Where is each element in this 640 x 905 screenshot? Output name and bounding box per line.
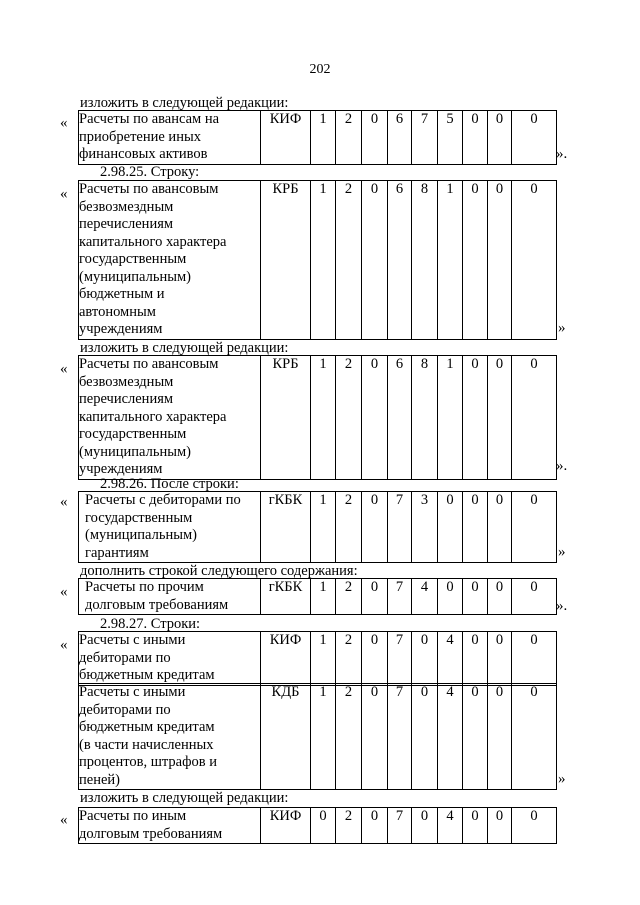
ledger-row-4	[78, 491, 557, 563]
account-digit: 0	[512, 492, 557, 563]
account-digit: 0	[463, 579, 488, 615]
edit-instruction-1: изложить в следующей редакции:	[80, 95, 289, 111]
description-line: автономным	[79, 303, 156, 320]
description-line: бюджетным и	[79, 286, 165, 302]
description-line: дебиторами по	[79, 701, 171, 718]
ledger-row-2	[78, 180, 557, 340]
description-line: Расчеты по авансовым	[79, 356, 219, 372]
description-line: государственным	[79, 426, 187, 442]
description-line: Расчеты с дебиторами по	[85, 492, 241, 508]
ledger-row-3	[78, 355, 557, 480]
account-digit: 0	[362, 356, 388, 480]
account-digit: 2	[336, 632, 362, 686]
open-quote: «	[60, 637, 68, 653]
open-quote: «	[60, 361, 68, 377]
description-line: Расчеты по авансам на	[79, 111, 220, 127]
account-digit: 0	[463, 632, 488, 686]
description-line: безвозмездным	[79, 198, 174, 215]
account-digit: 5	[438, 111, 463, 165]
account-digit: 7	[388, 684, 412, 790]
account-digit: 0	[412, 808, 438, 844]
account-digit: 0	[362, 579, 388, 615]
description-line: долговым требованиям	[79, 825, 223, 842]
account-digit: 0	[512, 684, 557, 790]
account-digit: 0	[488, 808, 512, 844]
account-digit: 2	[336, 579, 362, 615]
account-code: КРБ	[261, 181, 311, 340]
item-2-98-25: 2.98.25. Строку:	[100, 164, 200, 180]
account-description	[79, 684, 261, 790]
close-quote: ».	[556, 146, 568, 162]
close-quote: ».	[556, 598, 568, 614]
description-line: Расчеты с иными	[79, 684, 186, 700]
account-digit: 0	[362, 632, 388, 686]
page-number: 202	[309, 62, 331, 77]
account-code: КИФ	[261, 632, 311, 686]
table-row	[79, 356, 557, 480]
add-instruction: дополнить строкой следующего содержания:	[80, 563, 358, 579]
account-digit: 8	[412, 356, 438, 480]
open-quote: «	[60, 584, 68, 600]
account-code: гКБК	[261, 579, 311, 615]
account-code: гКБК	[261, 492, 311, 563]
account-digit: 0	[438, 492, 463, 563]
account-digit: 3	[412, 492, 438, 563]
table-row	[79, 111, 557, 165]
account-digit: 0	[488, 111, 512, 165]
account-code: КИФ	[261, 808, 311, 844]
description-line: (муниципальным)	[79, 443, 191, 460]
account-digit: 1	[438, 356, 463, 480]
description-line: перечислениям	[79, 216, 174, 232]
account-digit: 7	[388, 808, 412, 844]
description-line: капитального характера	[79, 233, 227, 250]
table-row	[79, 492, 557, 563]
account-digit: 0	[512, 808, 557, 844]
account-digit: 0	[488, 356, 512, 480]
account-digit: 2	[336, 684, 362, 790]
description-line: учреждениям	[79, 461, 163, 477]
account-digit: 0	[488, 492, 512, 563]
edit-instruction-2: изложить в следующей редакции:	[80, 340, 289, 356]
account-description	[79, 492, 261, 563]
close-quote: ».	[556, 458, 568, 474]
account-code: КДБ	[261, 684, 311, 790]
account-digit: 0	[362, 808, 388, 844]
account-digit: 0	[488, 684, 512, 790]
account-digit: 2	[336, 492, 362, 563]
account-digit: 0	[463, 181, 488, 340]
account-digit: 0	[438, 579, 463, 615]
description-line: приобретение иных	[79, 128, 201, 145]
account-digit: 2	[336, 181, 362, 340]
account-digit: 0	[488, 181, 512, 340]
account-digit: 6	[388, 181, 412, 340]
account-description	[79, 579, 261, 615]
description-line: Расчеты по прочим	[85, 579, 204, 595]
account-description	[79, 181, 261, 340]
account-digit: 7	[412, 111, 438, 165]
account-digit: 2	[336, 808, 362, 844]
ledger-row-8	[78, 807, 557, 844]
description-line: бюджетным кредитам	[79, 667, 215, 683]
description-line: государственным	[79, 251, 187, 267]
ledger-row-7	[78, 683, 557, 790]
ledger-row-1	[78, 110, 557, 165]
account-digit: 7	[388, 579, 412, 615]
description-line: (в части начисленных	[79, 736, 214, 753]
account-digit: 6	[388, 111, 412, 165]
description-line: перечислениям	[79, 391, 174, 407]
account-digit: 7	[388, 632, 412, 686]
table-row	[79, 684, 557, 790]
account-digit: 1	[438, 181, 463, 340]
open-quote: «	[60, 812, 68, 828]
account-digit: 1	[311, 181, 336, 340]
account-code: КИФ	[261, 111, 311, 165]
account-digit: 4	[438, 632, 463, 686]
ledger-row-6	[78, 631, 557, 686]
account-digit: 4	[438, 684, 463, 790]
description-line: (муниципальным)	[79, 268, 191, 285]
account-digit: 4	[438, 808, 463, 844]
account-digit: 0	[488, 632, 512, 686]
description-line: учреждениям	[79, 321, 163, 337]
account-digit: 0	[512, 356, 557, 480]
account-digit: 6	[388, 356, 412, 480]
close-quote: »	[558, 771, 566, 787]
account-digit: 2	[336, 111, 362, 165]
account-digit: 1	[311, 356, 336, 480]
description-line: процентов, штрафов и	[79, 754, 217, 770]
account-digit: 0	[512, 579, 557, 615]
account-digit: 8	[412, 181, 438, 340]
description-line: безвозмездным	[79, 373, 174, 390]
close-quote: »	[558, 320, 566, 336]
description-line: дебиторами по	[79, 649, 171, 666]
description-line: финансовых активов	[79, 146, 208, 162]
account-digit: 0	[512, 111, 557, 165]
description-line: долговым требованиям	[85, 596, 229, 613]
account-digit: 0	[362, 492, 388, 563]
account-code: КРБ	[261, 356, 311, 480]
account-digit: 7	[388, 492, 412, 563]
account-description	[79, 632, 261, 686]
item-2-98-27: 2.98.27. Строки:	[100, 616, 201, 632]
open-quote: «	[60, 186, 68, 202]
table-row	[79, 632, 557, 686]
description-line: гарантиям	[85, 544, 149, 561]
account-digit: 0	[463, 684, 488, 790]
account-digit: 0	[512, 632, 557, 686]
account-digit: 1	[311, 492, 336, 563]
account-digit: 4	[412, 579, 438, 615]
table-row	[79, 808, 557, 844]
description-line: Расчеты по авансовым	[79, 181, 219, 197]
account-digit: 0	[362, 111, 388, 165]
account-digit: 0	[463, 808, 488, 844]
account-digit: 0	[488, 579, 512, 615]
open-quote: «	[60, 494, 68, 510]
account-digit: 2	[336, 356, 362, 480]
account-digit: 1	[311, 632, 336, 686]
account-digit: 0	[412, 684, 438, 790]
description-line: (муниципальным)	[85, 527, 197, 543]
account-digit: 0	[311, 808, 336, 844]
open-quote: «	[60, 115, 68, 131]
description-line: пеней)	[79, 771, 120, 788]
account-description	[79, 111, 261, 165]
account-digit: 0	[463, 111, 488, 165]
close-quote: »	[558, 544, 566, 560]
account-digit: 1	[311, 111, 336, 165]
account-description	[79, 808, 261, 844]
item-2-98-26: 2.98.26. После строки:	[100, 476, 239, 492]
ledger-row-5	[78, 578, 557, 615]
account-digit: 0	[512, 181, 557, 340]
account-digit: 1	[311, 579, 336, 615]
account-digit: 1	[311, 684, 336, 790]
description-line: Расчеты по иным	[79, 808, 187, 824]
description-line: Расчеты с иными	[79, 632, 186, 648]
account-digit: 0	[362, 684, 388, 790]
description-line: государственным	[85, 509, 193, 526]
description-line: бюджетным кредитам	[79, 719, 215, 735]
table-row	[79, 181, 557, 340]
edit-instruction-3: изложить в следующей редакции:	[80, 790, 289, 806]
account-digit: 0	[463, 356, 488, 480]
account-digit: 0	[412, 632, 438, 686]
account-description	[79, 356, 261, 480]
account-digit: 0	[463, 492, 488, 563]
table-row	[79, 579, 557, 615]
account-digit: 0	[362, 181, 388, 340]
description-line: капитального характера	[79, 408, 227, 425]
